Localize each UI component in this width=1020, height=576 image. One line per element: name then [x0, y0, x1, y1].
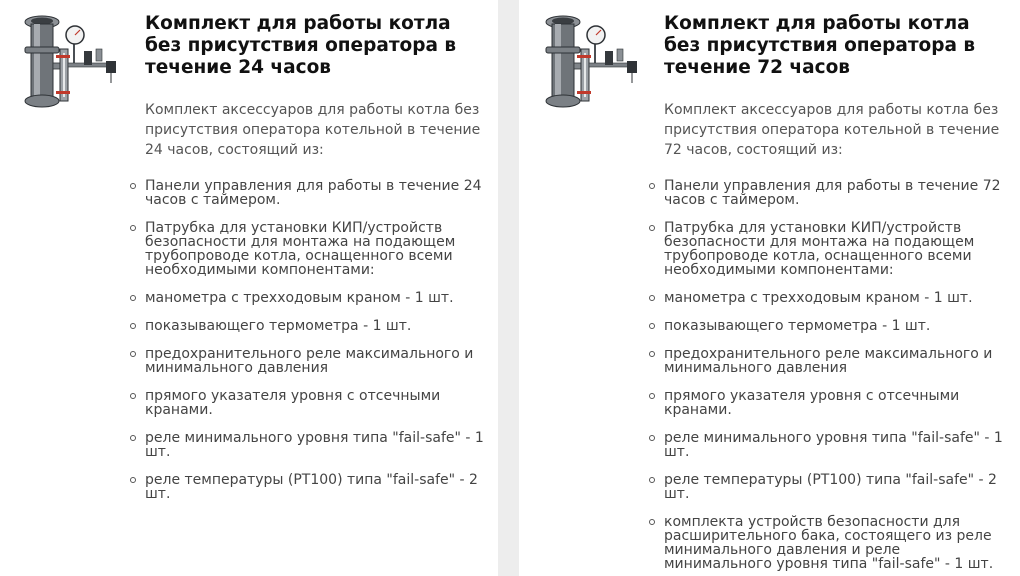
list-item: предохранительного реле максимального и минимального давления — [664, 347, 1006, 375]
list-item: реле температуры (PT100) типа "fail-safe" - 2 шт. — [664, 473, 1006, 501]
list-item: показывающего термометра - 1 шт. — [664, 319, 1006, 333]
list-item: Патрубка для установки КИП/устройств безопасности для монтажа на подающем трубопроводе котла, оснащенного всеми необходимыми компонентами: — [145, 221, 487, 277]
component-list — [145, 179, 487, 515]
component-list — [664, 179, 1006, 576]
kit-card-72h — [519, 0, 1020, 576]
kit-card-24h — [0, 0, 498, 576]
list-item: показывающего термометра - 1 шт. — [145, 319, 487, 333]
list-item: реле минимального уровня типа "fail-safe" - 1 шт. — [664, 431, 1006, 459]
list-item: Панели управления для работы в течение 24 часов с таймером. — [145, 179, 487, 207]
list-item: Панели управления для работы в течение 72 часов с таймером. — [664, 179, 1006, 207]
list-item: Патрубка для установки КИП/устройств безопасности для монтажа на подающем трубопроводе котла, оснащенного всеми необходимыми компонентами: — [664, 221, 1006, 277]
list-item: прямого указателя уровня с отсечными кранами. — [145, 389, 487, 417]
boiler-pipe-assembly-icon[interactable] — [541, 13, 647, 113]
list-item: реле минимального уровня типа "fail-safe" - 1 шт. — [145, 431, 487, 459]
list-item: комплекта устройств безопасности для расширительного бака, состоящего из реле минимального давления и реле минимального уровня типа "fail-safe" - 1 шт. — [664, 515, 1006, 571]
list-item: манометра с трехходовым краном - 1 шт. — [145, 291, 487, 305]
kit-title: Комплект для работы котла без присутствия оператора в течение 24 часов — [145, 13, 457, 78]
list-item: манометра с трехходовым краном - 1 шт. — [664, 291, 1006, 305]
kit-intro: Комплект аксессуаров для работы котла без присутствия оператора котельной в течение 72 часов, состоящий из: — [664, 102, 1000, 158]
list-item: предохранительного реле максимального и минимального давления — [145, 347, 487, 375]
list-item: прямого указателя уровня с отсечными кранами. — [664, 389, 1006, 417]
kit-intro: Комплект аксессуаров для работы котла без присутствия оператора котельной в течение 24 часов, состоящий из: — [145, 102, 481, 158]
list-item: реле температуры (PT100) типа "fail-safe" - 2 шт. — [145, 473, 487, 501]
boiler-pipe-assembly-icon[interactable] — [20, 13, 126, 113]
kit-title: Комплект для работы котла без присутствия оператора в течение 72 часов — [664, 13, 976, 78]
